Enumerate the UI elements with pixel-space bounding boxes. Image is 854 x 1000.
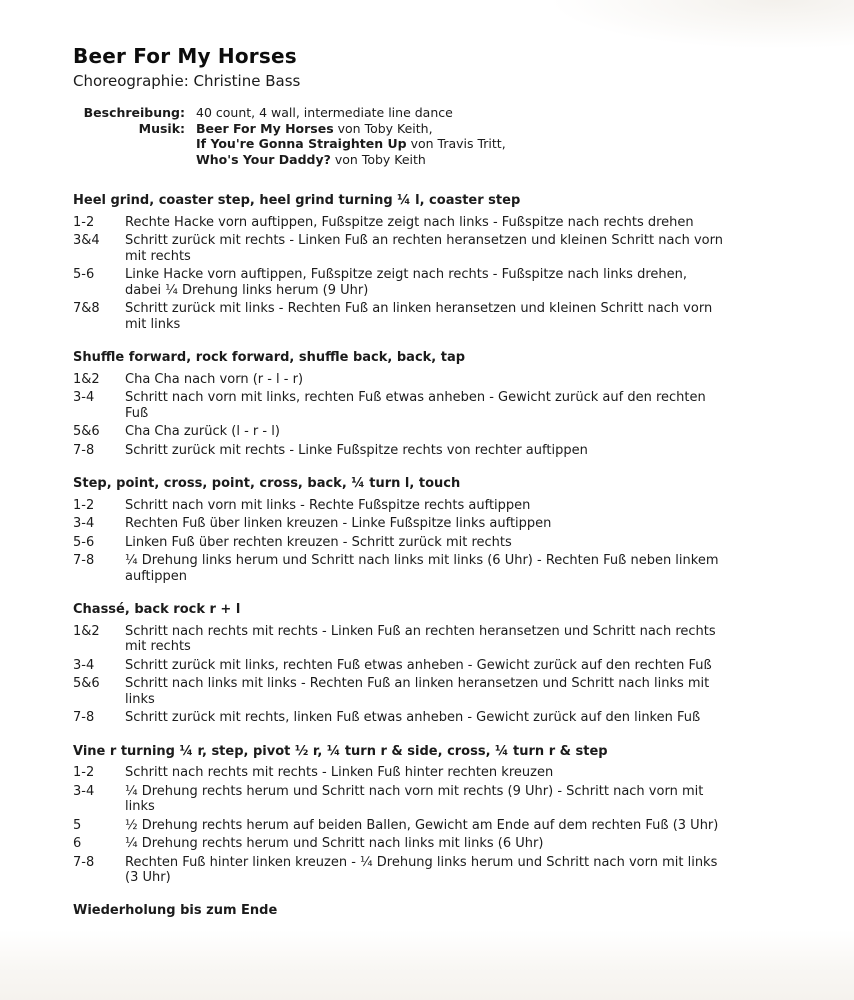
step-count: 5&6: [73, 424, 100, 439]
page-title: Beer For My Horses: [73, 44, 297, 68]
step-line: auftippen: [125, 568, 188, 584]
meta-value: [185, 121, 433, 137]
step-count: 3-4: [73, 657, 95, 673]
section: [73, 350, 790, 458]
section-heading: Chassé, back rock r + l: [73, 602, 241, 617]
step-count: 3&4: [73, 233, 100, 248]
section: [73, 193, 790, 332]
step-line: mit rechts: [125, 248, 191, 264]
step-line: Schritt zurück mit rechts - Linken Fuß an rechten heransetzen und kleinen Schritt nach vorn: [125, 233, 723, 248]
step-count: 7-8: [73, 854, 95, 870]
step-row: [73, 516, 790, 532]
step-line: Schritt nach rechts mit rechts - Linken Fuß hinter rechten kreuzen: [125, 765, 554, 780]
step-count: 7-8: [73, 710, 95, 725]
step-row: [73, 784, 790, 815]
step-text: [125, 516, 790, 532]
step-row: [73, 301, 790, 332]
step-line: (3 Uhr): [125, 870, 171, 885]
section: [73, 476, 790, 584]
step-text: [125, 390, 790, 421]
step-count: 6: [73, 836, 82, 851]
step-count: 1&2: [73, 371, 100, 387]
step-text: [125, 855, 790, 886]
step-count: 1&2: [73, 623, 100, 639]
step-count: 1-2: [73, 214, 95, 230]
step-row: [73, 624, 790, 655]
step-count: 5: [73, 817, 82, 833]
scan-shading-bottom: [0, 930, 854, 1000]
step-row: [73, 535, 790, 551]
step-count: 5-6: [73, 534, 95, 550]
meta-block: [73, 105, 790, 167]
step-line: Rechte Hacke vorn auftippen, Fußspitze zeigt nach links - Fußspitze nach rechts drehen: [125, 214, 694, 230]
step-text: [125, 424, 790, 440]
step-line: Schritt nach rechts mit rechts - Linken Fuß an rechten heransetzen und Schritt nach rechts: [125, 623, 716, 639]
step-count: 3-4: [73, 516, 95, 531]
meta-value: [185, 105, 453, 121]
step-count: 7-8: [73, 442, 95, 458]
section-heading: Heel grind, coaster step, heel grind turning ¼ l, coaster step: [73, 193, 521, 208]
meta-value-text: von Toby Keith,: [333, 120, 433, 136]
step-line: ¼ Drehung rechts herum und Schritt nach links mit links (6 Uhr): [125, 836, 544, 851]
step-row: [73, 855, 790, 886]
choreographer-line: Choreographie: Christine Bass: [73, 72, 301, 90]
meta-value: [185, 136, 506, 152]
step-line: Cha Cha zurück (l - r - l): [125, 424, 280, 439]
step-text: [125, 267, 790, 298]
step-line: Linken Fuß über rechten kreuzen - Schritt zurück mit rechts: [125, 534, 512, 550]
section-steps: [73, 215, 790, 333]
step-row: [73, 372, 790, 388]
meta-row: [73, 136, 790, 152]
step-row: [73, 818, 790, 834]
step-line: Schritt nach vorn mit links - Rechte Fußspitze rechts auftippen: [125, 497, 531, 513]
step-row: [73, 233, 790, 264]
step-row: [73, 658, 790, 674]
step-text: [125, 215, 790, 231]
step-line: Schritt zurück mit rechts, linken Fuß etwas anheben - Gewicht zurück auf den linken Fuß: [125, 710, 701, 725]
step-count: 7&8: [73, 301, 100, 316]
ending-note: Wiederholung bis zum Ende: [73, 902, 278, 918]
step-count: 3-4: [73, 390, 95, 405]
step-line: Linke Hacke vorn auftippen, Fußspitze zeigt nach rechts - Fußspitze nach links drehen,: [125, 267, 687, 282]
section-steps: [73, 624, 790, 726]
step-line: Schritt zurück mit rechts - Linke Fußspitze rechts von rechter auftippen: [125, 442, 588, 458]
step-text: [125, 535, 790, 551]
step-line: dabei ¼ Drehung links herum (9 Uhr): [125, 282, 369, 298]
meta-value-text: 40 count, 4 wall, intermediate line dance: [196, 105, 453, 120]
step-line: Rechten Fuß über linken kreuzen - Linke Fußspitze links auftippen: [125, 516, 552, 531]
step-line: ¼ Drehung links herum und Schritt nach links mit links (6 Uhr) - Rechten Fuß neben linkem: [125, 553, 719, 568]
step-text: [125, 301, 790, 332]
meta-row: [73, 121, 790, 137]
meta-value: [185, 152, 426, 168]
meta-value-bold: Who's Your Daddy?: [196, 151, 331, 167]
step-count: 5&6: [73, 676, 100, 691]
step-text: [125, 784, 790, 815]
step-count: 1-2: [73, 765, 95, 780]
step-row: [73, 424, 790, 440]
step-line: Schritt zurück mit links, rechten Fuß etwas anheben - Gewicht zurück auf den rechten Fuß: [125, 657, 712, 673]
section-heading: Step, point, cross, point, cross, back, ¼ turn l, touch: [73, 476, 461, 491]
meta-label: [73, 152, 185, 168]
scan-shading-top: [554, 0, 854, 48]
meta-value-bold: If You're Gonna Straighten Up: [196, 136, 407, 151]
step-row: [73, 498, 790, 514]
step-line: Fuß: [125, 405, 149, 421]
step-text: [125, 658, 790, 674]
step-count: 7-8: [73, 553, 95, 568]
step-line: mit rechts: [125, 639, 191, 654]
step-line: links: [125, 799, 155, 814]
meta-value-text: von Toby Keith: [330, 151, 426, 167]
step-line: Schritt nach vorn mit links, rechten Fuß etwas anheben - Gewicht zurück auf den rechten: [125, 390, 706, 405]
meta-value-text: von Travis Tritt,: [406, 136, 506, 151]
meta-row: [73, 105, 790, 121]
step-text: [125, 553, 790, 584]
section: [73, 744, 790, 886]
dance-sections: [73, 193, 790, 886]
step-line: Schritt zurück mit links - Rechten Fuß an linken heransetzen und kleinen Schritt nach vorn: [125, 301, 713, 316]
step-text: [125, 836, 790, 852]
section-heading: Vine r turning ¼ r, step, pivot ½ r, ¼ turn r & side, cross, ¼ turn r & step: [73, 743, 608, 759]
step-row: [73, 215, 790, 231]
meta-label: Musik:: [138, 120, 185, 136]
step-count: 5-6: [73, 267, 95, 282]
step-text: [125, 624, 790, 655]
step-text: [125, 765, 790, 781]
step-line: Rechten Fuß hinter linken kreuzen - ¼ Drehung links herum und Schritt nach vorn mit links: [125, 854, 718, 870]
section-steps: [73, 765, 790, 886]
meta-label: [73, 136, 185, 152]
step-row: [73, 443, 790, 459]
step-row: [73, 836, 790, 852]
step-line: Cha Cha nach vorn (r - l - r): [125, 371, 304, 387]
step-count: 3-4: [73, 783, 95, 799]
step-line: Schritt nach links mit links - Rechten Fuß an linken heransetzen und Schritt nach links mit: [125, 676, 710, 691]
meta-value-bold: Beer For My Horses: [196, 120, 334, 136]
step-text: [125, 372, 790, 388]
meta-label: Beschreibung:: [83, 105, 185, 120]
step-count: 1-2: [73, 497, 95, 513]
section-steps: [73, 498, 790, 585]
section: [73, 602, 790, 726]
step-row: [73, 710, 790, 726]
step-text: [125, 818, 790, 834]
step-line: ¼ Drehung rechts herum und Schritt nach vorn mit rechts (9 Uhr) - Schritt nach vorn mit: [125, 783, 704, 799]
document-content: [73, 44, 790, 918]
step-row: [73, 676, 790, 707]
step-text: [125, 676, 790, 707]
step-row: [73, 553, 790, 584]
step-text: [125, 498, 790, 514]
step-line: links: [125, 691, 155, 707]
step-line: mit links: [125, 316, 181, 332]
step-row: [73, 390, 790, 421]
section-heading: Shuffle forward, rock forward, shuffle back, back, tap: [73, 350, 466, 365]
section-steps: [73, 372, 790, 459]
step-line: ½ Drehung rechts herum auf beiden Ballen, Gewicht am Ende auf dem rechten Fuß (3 Uhr): [125, 817, 719, 833]
step-row: [73, 267, 790, 298]
step-text: [125, 443, 790, 459]
meta-row: [73, 152, 790, 168]
step-text: [125, 233, 790, 264]
step-row: [73, 765, 790, 781]
step-text: [125, 710, 790, 726]
